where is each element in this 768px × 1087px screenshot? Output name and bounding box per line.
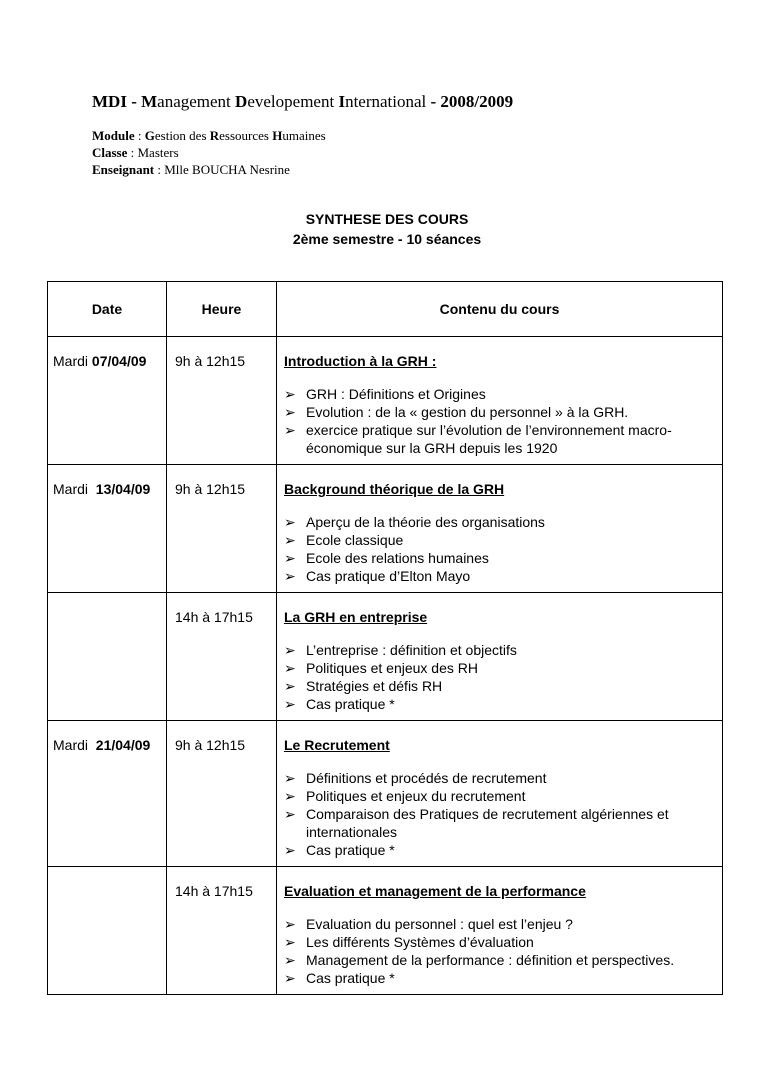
bullet-text: Cas pratique * (306, 842, 395, 858)
bullet-arrow-icon: ➢ (284, 696, 296, 712)
session-content (277, 593, 723, 721)
table-row (48, 337, 723, 465)
list-item (284, 385, 716, 403)
session-date-prefix: Mardi (53, 737, 96, 753)
module-value-part: G (144, 128, 155, 143)
bullet-arrow-icon: ➢ (284, 514, 296, 530)
list-item (284, 641, 716, 659)
session-bullets (284, 385, 716, 457)
session-heure: 9h à 12h15 (167, 721, 277, 867)
bullet-text: Evaluation du personnel : quel est l’enjeu ? (306, 916, 573, 932)
module-value-part: R (209, 128, 220, 143)
document-title (92, 92, 513, 112)
title-part: - 2008/2009 (426, 92, 514, 111)
bullet-arrow-icon: ➢ (284, 842, 296, 858)
enseignant-label: Enseignant (92, 162, 155, 177)
bullet-arrow-icon: ➢ (284, 660, 296, 676)
title-part: M (141, 92, 158, 111)
session-date (48, 465, 167, 593)
module-value-part: : (134, 128, 145, 143)
session-date-value: 21/04/09 (95, 737, 151, 753)
bullet-text: Ecole des relations humaines (306, 550, 489, 566)
module-value-part: umaines (282, 128, 326, 143)
list-item (284, 421, 716, 457)
session-heure: 14h à 17h15 (167, 867, 277, 995)
bullet-text: Comparaison des Pratiques de recrutement algériennes et internationales (306, 806, 669, 840)
module-value (135, 128, 326, 143)
bullet-arrow-icon: ➢ (284, 952, 296, 968)
bullet-arrow-icon: ➢ (284, 386, 296, 402)
bullet-text: Politiques et enjeux des RH (306, 660, 478, 676)
bullet-text: Cas pratique d’Elton Mayo (306, 568, 471, 584)
enseignant-line (92, 162, 290, 178)
module-label: Module (92, 128, 135, 143)
session-date-prefix: Mardi (53, 353, 92, 369)
list-item (284, 659, 716, 677)
bullet-arrow-icon: ➢ (284, 678, 296, 694)
list-item (284, 531, 716, 549)
table-row (48, 721, 723, 867)
bullet-arrow-icon: ➢ (284, 970, 296, 986)
bullet-arrow-icon: ➢ (284, 532, 296, 548)
module-value-part: H (272, 128, 283, 143)
classe-label: Classe (92, 145, 128, 160)
table-header-row (48, 282, 723, 337)
header-contenu: Contenu du cours (277, 282, 723, 337)
bullet-arrow-icon: ➢ (284, 550, 296, 566)
session-title: Evaluation et management de la performance (284, 883, 586, 899)
synthese-title (0, 211, 768, 227)
classe-value: : Masters (127, 145, 179, 160)
list-item (284, 695, 716, 713)
session-date (48, 721, 167, 867)
bullet-text: Les différents Systèmes d’évaluation (306, 934, 534, 950)
list-item (284, 915, 716, 933)
session-content (277, 721, 723, 867)
header-date: Date (48, 282, 167, 337)
session-bullets (284, 641, 716, 713)
bullet-text: Evolution : de la « gestion du personnel » à la GRH. (306, 404, 629, 420)
module-value-part: estion des (154, 128, 210, 143)
list-item (284, 805, 716, 841)
course-table (47, 281, 723, 995)
bullet-text: Définitions et procédés de recrutement (306, 770, 547, 786)
session-title: Introduction à la GRH : (284, 353, 437, 369)
bullet-text: Cas pratique * (306, 696, 395, 712)
list-item (284, 769, 716, 787)
bullet-text: Politiques et enjeux du recrutement (306, 788, 526, 804)
bullet-arrow-icon: ➢ (284, 934, 296, 950)
table-row (48, 465, 723, 593)
synthese-subtitle (0, 231, 768, 247)
bullet-arrow-icon: ➢ (284, 788, 296, 804)
bullet-arrow-icon: ➢ (284, 806, 296, 822)
bullet-text: Ecole classique (306, 532, 404, 548)
list-item (284, 677, 716, 695)
course-table-body (48, 337, 723, 995)
list-item (284, 513, 716, 531)
title-part: nternational (345, 92, 427, 111)
bullet-text: exercice pratique sur l’évolution de l’environnement macro-économique sur la GRH depuis les 1920 (306, 422, 672, 456)
list-item (284, 787, 716, 805)
header-heure: Heure (167, 282, 277, 337)
table-row (48, 593, 723, 721)
bullet-arrow-icon: ➢ (284, 916, 296, 932)
session-heure: 9h à 12h15 (167, 337, 277, 465)
list-item (284, 403, 716, 421)
session-bullets (284, 513, 716, 585)
session-content (277, 867, 723, 995)
list-item (284, 933, 716, 951)
list-item (284, 549, 716, 567)
bullet-arrow-icon: ➢ (284, 422, 296, 438)
list-item (284, 567, 716, 585)
session-title: Background théorique de la GRH (284, 481, 505, 497)
session-date-prefix: Mardi (53, 481, 96, 497)
list-item (284, 841, 716, 859)
bullet-arrow-icon: ➢ (284, 568, 296, 584)
session-title: La GRH en entreprise (284, 609, 428, 625)
bullet-text: L’entreprise : définition et objectifs (306, 642, 517, 658)
bullet-text: Management de la performance : définition et perspectives. (306, 952, 675, 968)
session-heure: 9h à 12h15 (167, 465, 277, 593)
bullet-text: Stratégies et défis RH (306, 678, 443, 694)
title-part: anagement (157, 92, 236, 111)
session-bullets (284, 915, 716, 987)
session-date (48, 867, 167, 995)
module-value-part: essources (219, 128, 273, 143)
list-item (284, 969, 716, 987)
bullet-text: GRH : Définitions et Origines (306, 386, 486, 402)
module-line (92, 128, 326, 144)
bullet-arrow-icon: ➢ (284, 404, 296, 420)
bullet-text: Aperçu de la théorie des organisations (306, 514, 545, 530)
session-date (48, 593, 167, 721)
title-part: D (235, 92, 248, 111)
title-part: MDI - (92, 92, 142, 111)
session-bullets (284, 769, 716, 859)
bullet-arrow-icon: ➢ (284, 642, 296, 658)
session-heure: 14h à 17h15 (167, 593, 277, 721)
table-row (48, 867, 723, 995)
session-date-value: 07/04/09 (91, 353, 147, 369)
title-part: evelopement (247, 92, 339, 111)
list-item (284, 951, 716, 969)
synthese-subtitle-text: 2ème semestre - 10 séances (292, 231, 482, 247)
bullet-arrow-icon: ➢ (284, 770, 296, 786)
session-content (277, 465, 723, 593)
title-part: I (338, 92, 346, 111)
bullet-text: Cas pratique * (306, 970, 395, 986)
classe-line (92, 145, 179, 161)
session-date-value: 13/04/09 (95, 481, 151, 497)
session-date (48, 337, 167, 465)
session-content (277, 337, 723, 465)
synthese-title-text: SYNTHESE DES COURS (305, 211, 469, 227)
enseignant-value: : Mlle BOUCHA Nesrine (154, 162, 290, 177)
session-title: Le Recrutement (284, 737, 390, 753)
